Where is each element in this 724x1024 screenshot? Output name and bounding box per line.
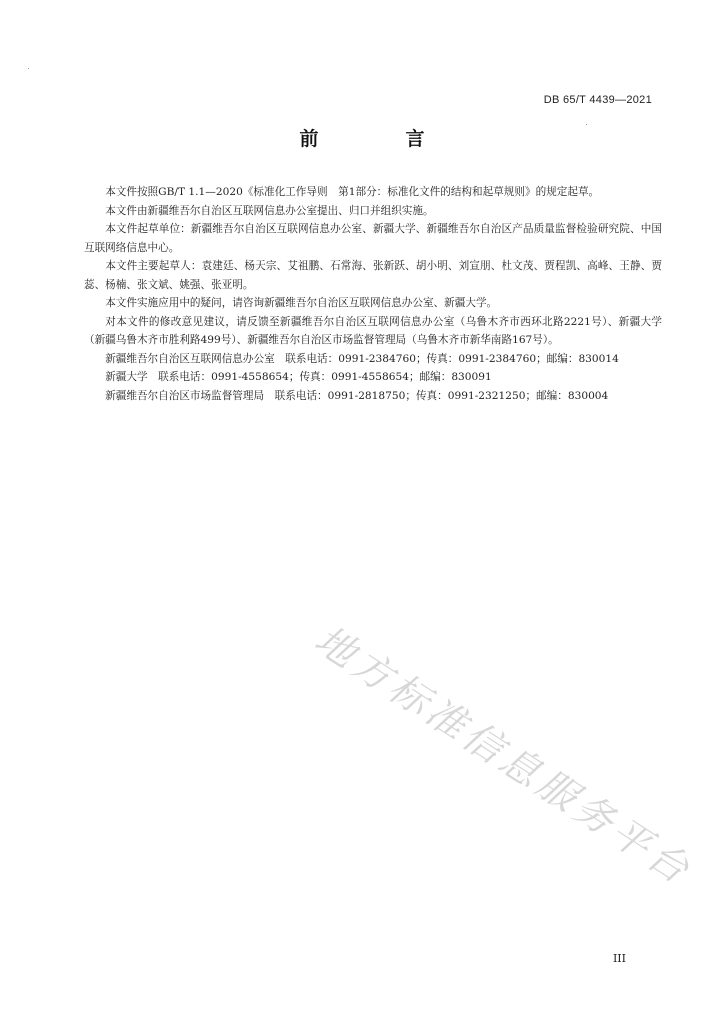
paragraph-proposer: 本文件由新疆维吾尔自治区互联网信息办公室提出、归口并组织实施。 <box>105 204 434 217</box>
paragraph-feedback: 对本文件的修改意见建议，请反馈至新疆维吾尔自治区互联网信息办公室（乌鲁木齐市西环北路2221号）、新疆大学（新疆乌鲁木齐市胜利路499号）、新疆维吾尔自治区市场监督管理局（乌鲁木齐市新华南路167号）。 <box>84 315 662 346</box>
contact-line: 新疆维吾尔自治区市场监督管理局 联系电话：0991-2818750；传真：0991-2321250；邮编：830004 <box>105 389 609 402</box>
scan-speck <box>586 124 587 125</box>
paragraph-drafting-units: 本文件起草单位：新疆维吾尔自治区互联网信息办公室、新疆大学、新疆维吾尔自治区产品质量监督检验研究院、中国互联网络信息中心。 <box>84 223 662 254</box>
paragraph-drafters: 本文件主要起草人：袁建廷、杨天宗、艾祖鹏、石常海、张新跃、胡小明、刘宣朋、杜文茂、贾程凯、高峰、王静、贾蕊、杨楠、张文斌、姚强、张亚明。 <box>84 260 662 291</box>
page-number: III <box>612 952 626 965</box>
paragraph-inquiries: 本文件实施应用中的疑问，请咨询新疆维吾尔自治区互联网信息办公室、新疆大学。 <box>105 297 498 309</box>
page-title: 前 言 <box>299 128 459 150</box>
document-code: DB 65/T 4439—2021 <box>543 94 652 106</box>
contact-line: 新疆维吾尔自治区互联网信息办公室 联系电话：0991-2384760；传真：0991-2384760；邮编：830014 <box>105 352 619 365</box>
watermark: 地方标准信息服务平台 <box>306 617 701 895</box>
contact-line: 新疆大学 联系电话：0991-4558654；传真：0991-4558654；邮编：830091 <box>105 371 492 383</box>
preface-body <box>84 183 662 405</box>
paragraph-drafting-rules: 本文件按照GB/T 1.1—2020《标准化工作导则 第1部分：标准化文件的结构和起草规则》的规定起草。 <box>105 186 600 198</box>
contact-list <box>84 350 662 406</box>
scan-speck <box>28 68 29 69</box>
